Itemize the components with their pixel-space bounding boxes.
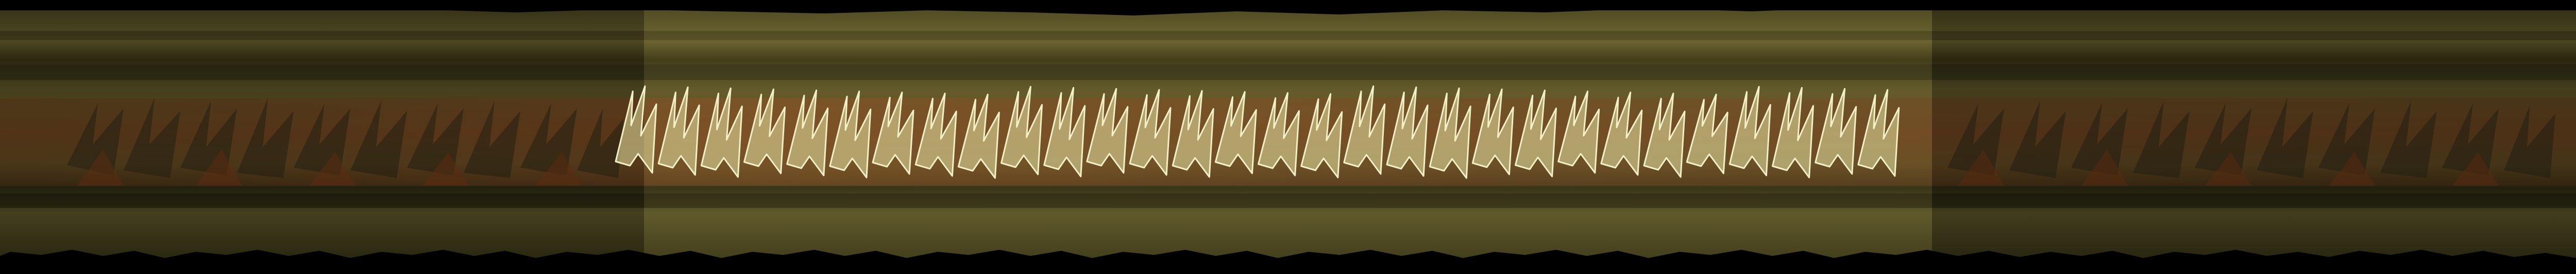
left-shaded-section <box>0 10 644 258</box>
right-shaded-section <box>1932 10 2576 258</box>
